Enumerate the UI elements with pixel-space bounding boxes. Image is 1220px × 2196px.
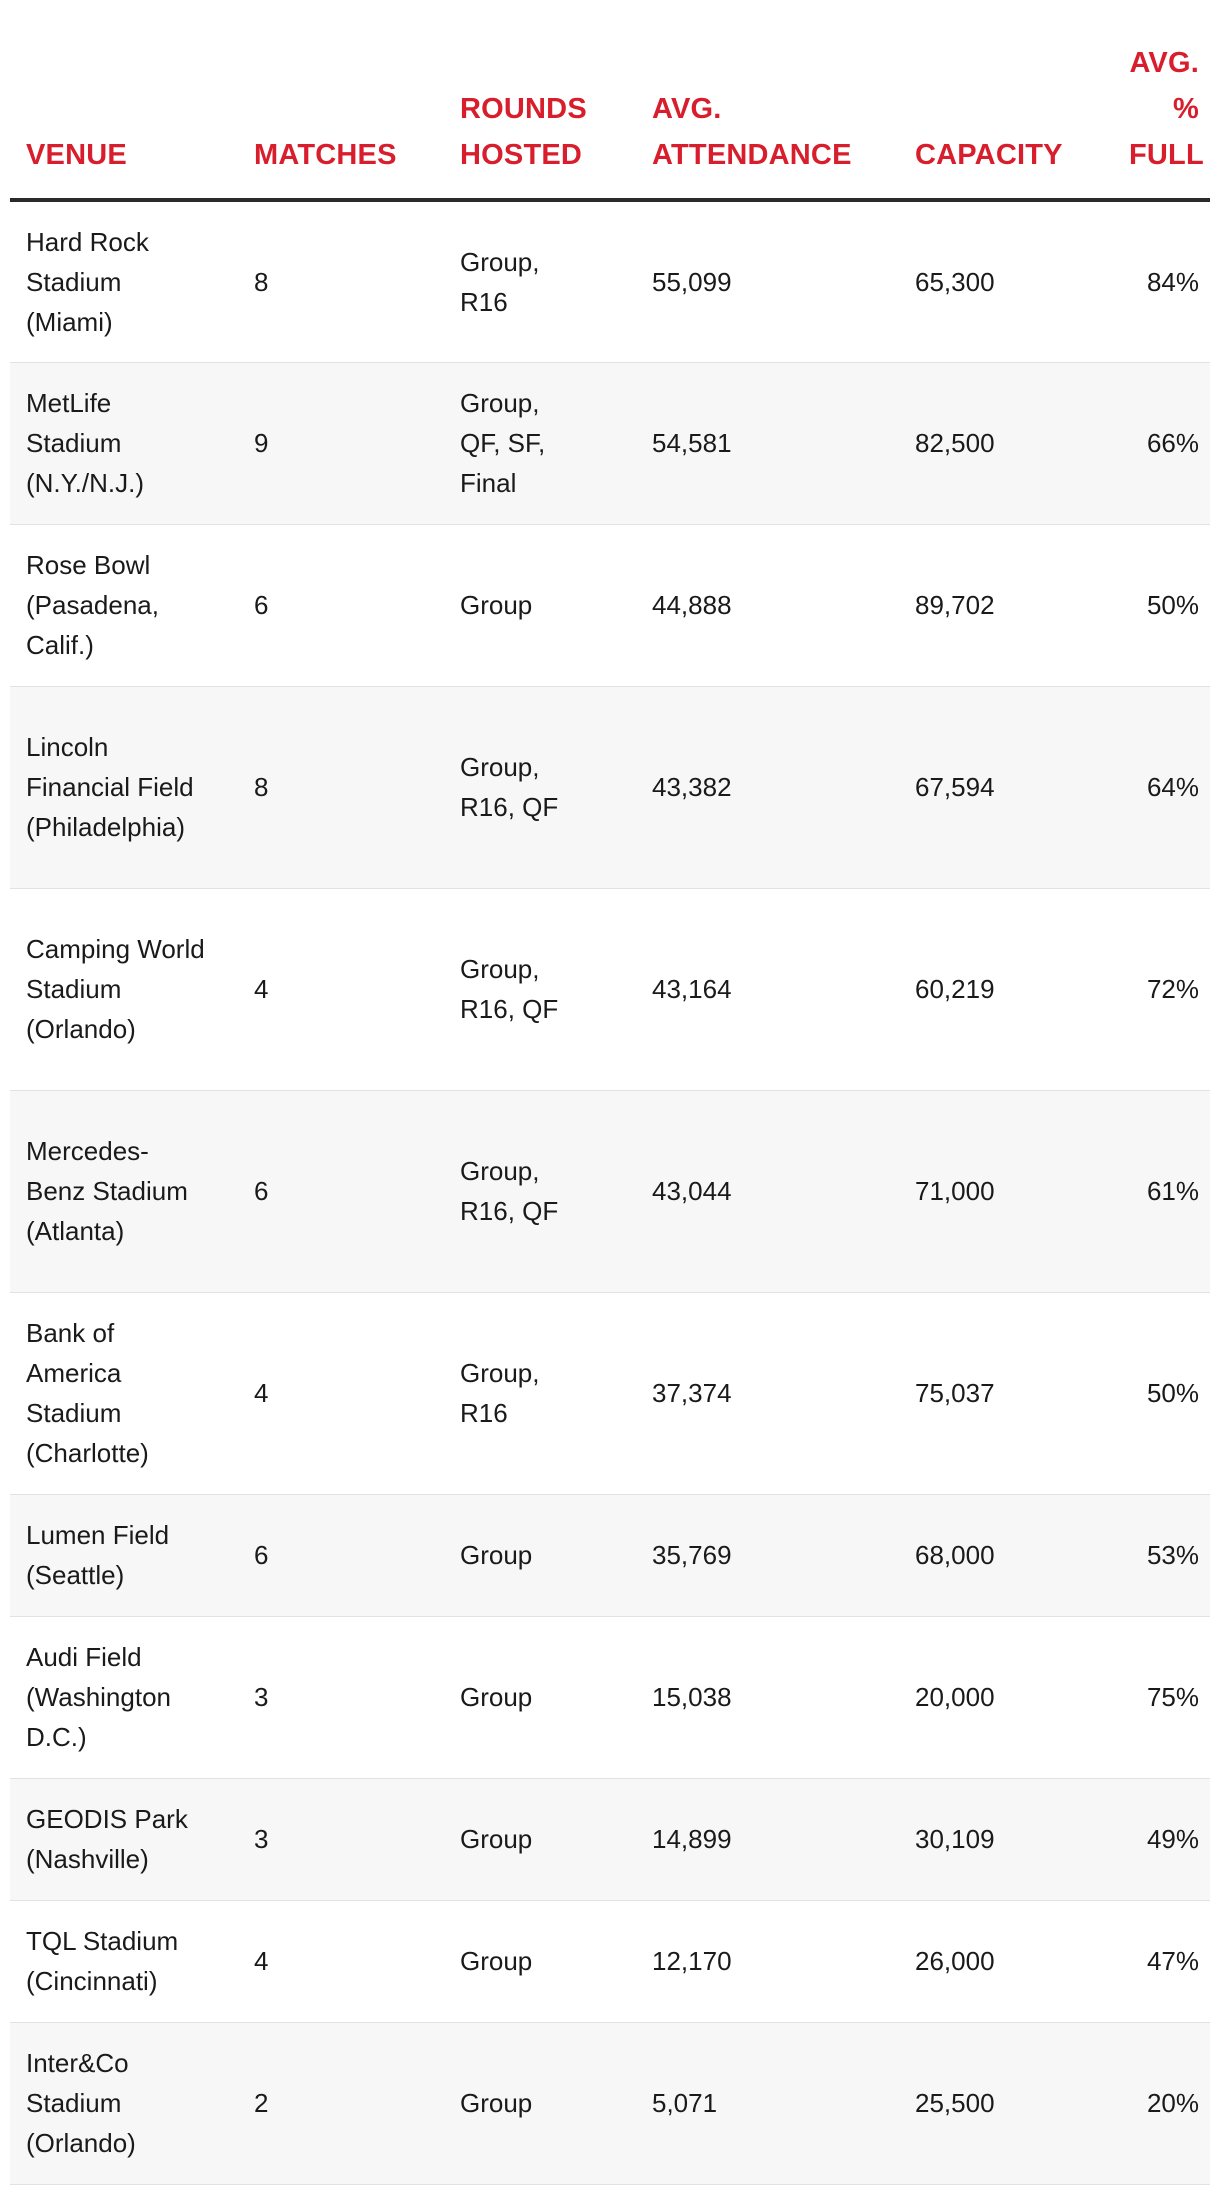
cell-rounds-hosted: Group, QF, SF, Final [444,362,636,524]
cell-rounds-hosted: Group [444,1616,636,1778]
table-row [10,1616,1210,1778]
cell-rounds-hosted: Group, R16 [444,200,636,362]
table-row [10,888,1210,1090]
cell-avg-attendance: 54,581 [636,362,899,524]
cell-capacity: 25,500 [899,2022,1099,2184]
cell-avg-pct-full: 50% [1099,1292,1210,1494]
cell-capacity: 30,109 [899,1778,1099,1900]
cell-avg-pct-full: 47% [1099,1900,1210,2022]
cell-avg-attendance: 5,071 [636,2022,899,2184]
cell-matches: 8 [238,686,444,888]
cell-rounds-hosted: Group, R16, QF [444,888,636,1090]
cell-venue: GEODIS Park (Nashville) [10,1778,238,1900]
cell-rounds-hosted: Group, R16 [444,1292,636,1494]
cell-venue: Inter&Co Stadium (Orlando) [10,2022,238,2184]
cell-venue: Bank of America Stadium (Charlotte) [10,1292,238,1494]
cell-venue: Lumen Field (Seattle) [10,1494,238,1616]
cell-capacity: 82,500 [899,362,1099,524]
cell-avg-pct-full: 20% [1099,2022,1210,2184]
cell-capacity: 26,000 [899,1900,1099,2022]
cell-matches: 6 [238,1090,444,1292]
cell-matches: 6 [238,1494,444,1616]
header-venue: VENUE [10,0,238,200]
header-avg-attendance: AVG. ATTENDANCE [636,0,899,200]
cell-capacity: 68,000 [899,1494,1099,1616]
cell-matches: 3 [238,1778,444,1900]
table-body [10,200,1210,2184]
cell-avg-attendance: 35,769 [636,1494,899,1616]
cell-venue: MetLife Stadium (N.Y./N.J.) [10,362,238,524]
cell-venue: Camping World Stadium (Orlando) [10,888,238,1090]
cell-capacity: 60,219 [899,888,1099,1090]
cell-avg-pct-full: 64% [1099,686,1210,888]
cell-avg-attendance: 43,164 [636,888,899,1090]
cell-avg-pct-full: 53% [1099,1494,1210,1616]
header-matches: MATCHES [238,0,444,200]
cell-matches: 3 [238,1616,444,1778]
cell-avg-pct-full: 61% [1099,1090,1210,1292]
cell-avg-attendance: 15,038 [636,1616,899,1778]
cell-rounds-hosted: Group, R16, QF [444,686,636,888]
cell-matches: 2 [238,2022,444,2184]
cell-avg-attendance: 12,170 [636,1900,899,2022]
cell-rounds-hosted: Group, R16, QF [444,1090,636,1292]
cell-venue: Rose Bowl (Pasadena, Calif.) [10,524,238,686]
cell-avg-pct-full: 50% [1099,524,1210,686]
cell-avg-pct-full: 49% [1099,1778,1210,1900]
header-avg-pct-full: AVG. % FULL [1099,0,1210,200]
table-row [10,362,1210,524]
table-row [10,1494,1210,1616]
cell-capacity: 65,300 [899,200,1099,362]
table-row [10,2022,1210,2184]
cell-matches: 8 [238,200,444,362]
table-row [10,524,1210,686]
cell-capacity: 67,594 [899,686,1099,888]
venue-attendance-table [10,0,1210,2185]
cell-venue: Lincoln Financial Field (Philadelphia) [10,686,238,888]
header-row [10,0,1210,200]
table-row [10,1292,1210,1494]
cell-matches: 4 [238,1292,444,1494]
cell-avg-attendance: 44,888 [636,524,899,686]
cell-rounds-hosted: Group [444,1494,636,1616]
cell-avg-attendance: 43,382 [636,686,899,888]
cell-capacity: 75,037 [899,1292,1099,1494]
cell-avg-attendance: 14,899 [636,1778,899,1900]
cell-capacity: 71,000 [899,1090,1099,1292]
table-row [10,1900,1210,2022]
cell-rounds-hosted: Group [444,2022,636,2184]
cell-avg-pct-full: 75% [1099,1616,1210,1778]
cell-capacity: 20,000 [899,1616,1099,1778]
cell-avg-attendance: 37,374 [636,1292,899,1494]
cell-avg-pct-full: 72% [1099,888,1210,1090]
cell-matches: 4 [238,1900,444,2022]
table-row [10,1090,1210,1292]
cell-rounds-hosted: Group [444,1900,636,2022]
cell-avg-pct-full: 66% [1099,362,1210,524]
cell-avg-pct-full: 84% [1099,200,1210,362]
cell-matches: 6 [238,524,444,686]
attendance-table-container [10,0,1210,2185]
table-row [10,200,1210,362]
cell-venue: TQL Stadium (Cincinnati) [10,1900,238,2022]
cell-venue: Audi Field (Washington D.C.) [10,1616,238,1778]
cell-capacity: 89,702 [899,524,1099,686]
table-row [10,1778,1210,1900]
cell-rounds-hosted: Group [444,524,636,686]
cell-rounds-hosted: Group [444,1778,636,1900]
cell-venue: Mercedes-Benz Stadium (Atlanta) [10,1090,238,1292]
header-rounds-hosted: ROUNDS HOSTED [444,0,636,200]
table-header [10,0,1210,200]
cell-avg-attendance: 55,099 [636,200,899,362]
cell-matches: 4 [238,888,444,1090]
table-row [10,686,1210,888]
cell-venue: Hard Rock Stadium (Miami) [10,200,238,362]
header-capacity: CAPACITY [899,0,1099,200]
cell-matches: 9 [238,362,444,524]
cell-avg-attendance: 43,044 [636,1090,899,1292]
